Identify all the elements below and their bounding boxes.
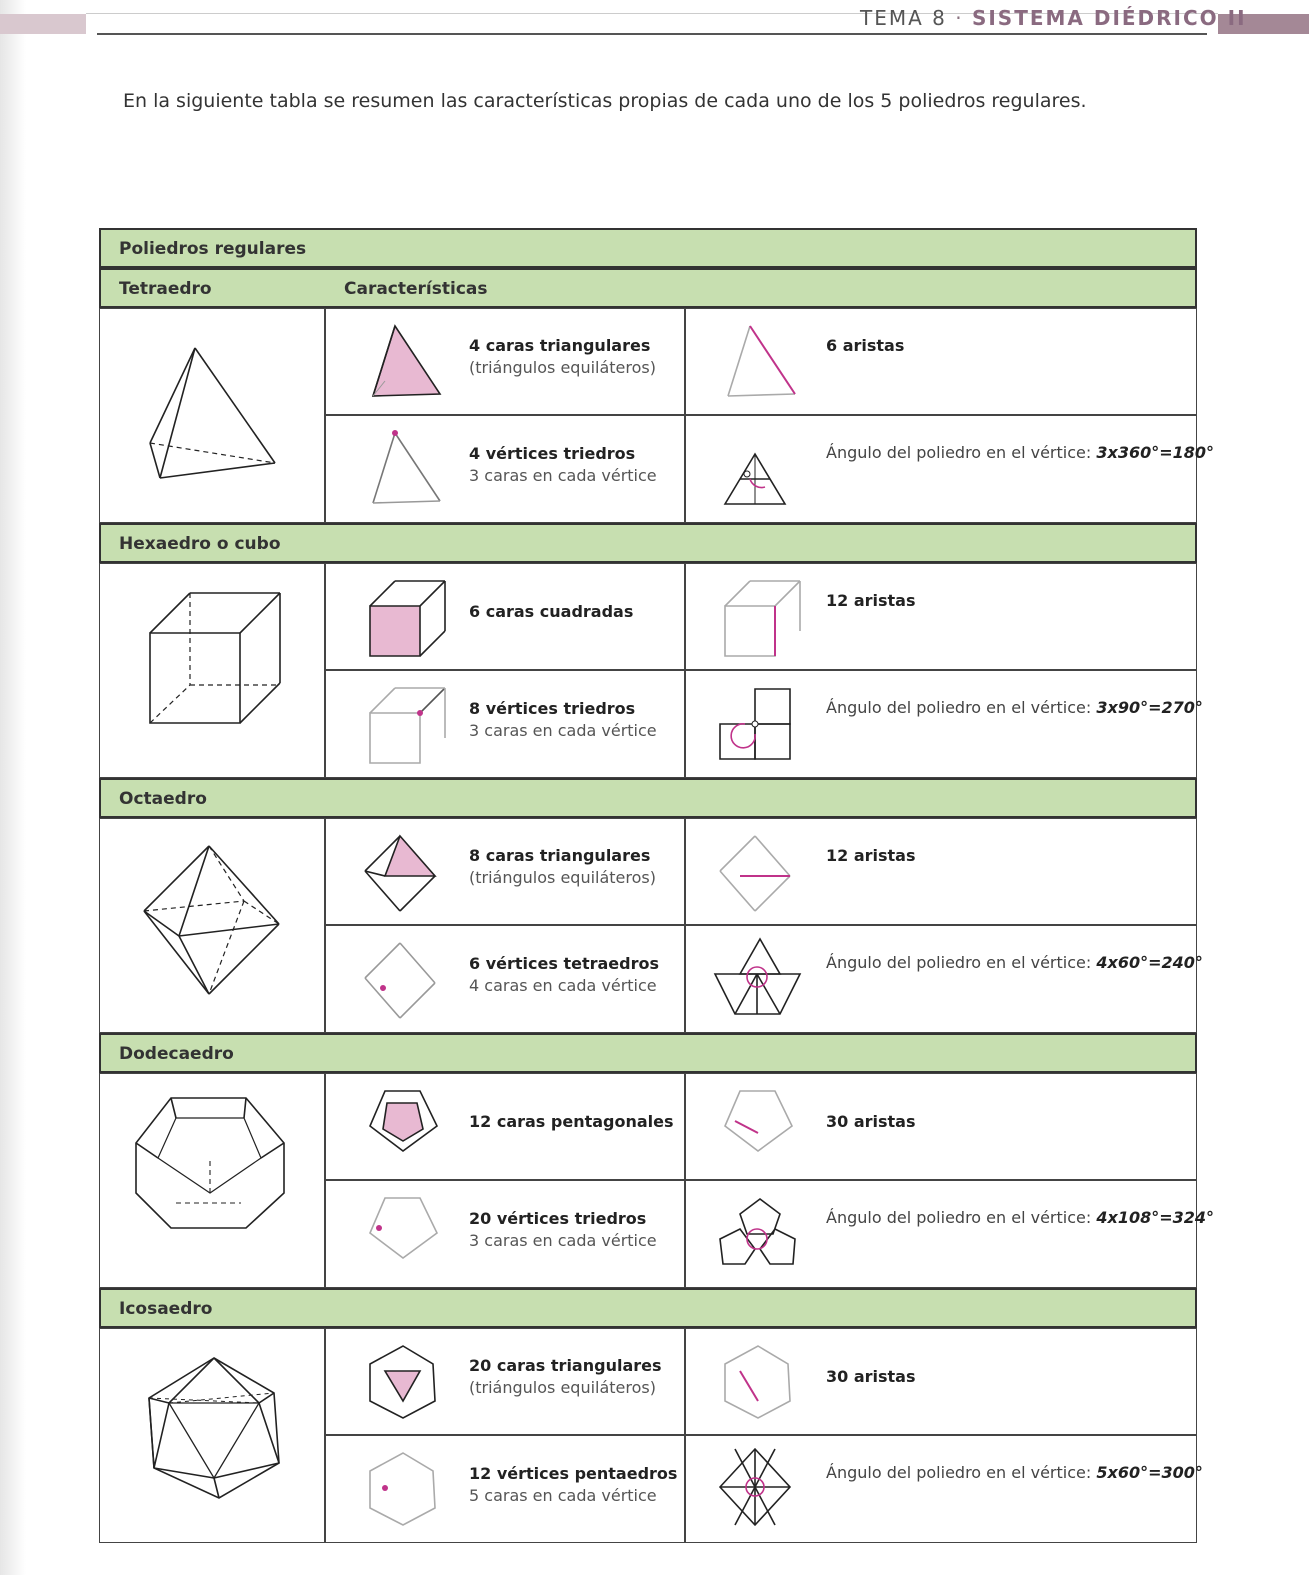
- vertices-note: 4 caras en cada vértice: [469, 976, 657, 995]
- angle-prefix: Ángulo del poliedro en el vértice:: [826, 953, 1092, 972]
- faces-count: 4 caras triangulares: [469, 336, 651, 355]
- section-header-1: [99, 523, 1197, 563]
- edges-count: 30 aristas: [826, 1112, 916, 1131]
- vertex-angle-icon: [715, 429, 800, 509]
- vertex-angle-icon: [715, 1194, 800, 1274]
- vertices-icon: [365, 943, 450, 1023]
- vertices-icon: [365, 1453, 450, 1533]
- polyhedron-name: Icosaedro: [119, 1299, 213, 1319]
- vertices-label: [469, 1463, 677, 1507]
- edges-label: [826, 1366, 916, 1388]
- faces-note: (triángulos equiláteros): [469, 1378, 656, 1397]
- vertices-count: 4 vértices triedros: [469, 444, 636, 463]
- vertices-count: 8 vértices triedros: [469, 699, 636, 718]
- vertices-count: 6 vértices tetraedros: [469, 954, 659, 973]
- vertices-count: 20 vértices triedros: [469, 1209, 647, 1228]
- vertex-angle-icon: [715, 939, 800, 1019]
- polyhedron-diagram: [145, 338, 280, 483]
- faces-label: [469, 1355, 662, 1399]
- edges-count: 12 aristas: [826, 591, 916, 610]
- faces-label: [469, 845, 656, 889]
- header-tema: TEMA 8: [860, 6, 947, 30]
- angle-prefix: Ángulo del poliedro en el vértice:: [826, 443, 1092, 462]
- faces-icon: [365, 1346, 450, 1426]
- edges-count: 12 aristas: [826, 846, 916, 865]
- edges-icon: [720, 836, 805, 916]
- edges-icon: [720, 1091, 805, 1171]
- faces-label: [469, 335, 656, 379]
- faces-note: (triángulos equiláteros): [469, 868, 656, 887]
- faces-icon: [365, 326, 450, 406]
- faces-count: 12 caras pentagonales: [469, 1112, 674, 1131]
- faces-label: [469, 601, 633, 623]
- angle-value: 4x60°=240°: [1096, 953, 1203, 972]
- vertices-label: [469, 443, 657, 487]
- edges-label: [826, 590, 916, 612]
- vertex-angle-label: [826, 443, 1214, 462]
- angle-value: 4x108°=324°: [1096, 1208, 1215, 1227]
- faces-count: 8 caras triangulares: [469, 846, 651, 865]
- section-header-2: [99, 778, 1197, 818]
- vertex-angle-label: [826, 698, 1203, 717]
- header-separator: ·: [955, 6, 964, 30]
- polyhedron-diagram: [136, 1098, 284, 1228]
- header-rule: [97, 33, 1207, 35]
- intro-paragraph: En la siguiente tabla se resumen las características propias de cada uno de los 5 poliedros regulares.: [123, 90, 1087, 112]
- vertices-note: 3 caras en cada vértice: [469, 1231, 657, 1250]
- header-title: SISTEMA DIÉDRICO II: [971, 6, 1247, 30]
- vertices-icon: [365, 1198, 450, 1278]
- vertices-note: 3 caras en cada vértice: [469, 721, 657, 740]
- faces-icon: [365, 1091, 450, 1171]
- vertices-icon: [365, 688, 450, 768]
- polyhedron-diagram: [144, 1358, 279, 1498]
- polyhedron-name: Hexaedro o cubo: [119, 534, 281, 554]
- running-header: [860, 6, 1247, 30]
- vertex-angle-icon: [715, 1449, 800, 1529]
- faces-label: [469, 1111, 674, 1133]
- polyhedron-name: Dodecaedro: [119, 1044, 234, 1064]
- polyhedron-name: Tetraedro: [119, 279, 212, 299]
- angle-prefix: Ángulo del poliedro en el vértice:: [826, 698, 1092, 717]
- vertices-note: 3 caras en cada vértice: [469, 466, 657, 485]
- vertices-count: 12 vértices pentaedros: [469, 1464, 678, 1483]
- vertices-icon: [365, 433, 450, 513]
- vertex-angle-label: [826, 1208, 1214, 1227]
- edges-icon: [720, 581, 805, 661]
- header-bar-left: [0, 14, 86, 34]
- angle-value: 5x60°=300°: [1096, 1463, 1203, 1482]
- edges-icon: [720, 1346, 805, 1426]
- characteristics-header: Características: [344, 279, 488, 299]
- polyhedron-name: Octaedro: [119, 789, 207, 809]
- vertices-label: [469, 953, 659, 997]
- faces-icon: [365, 581, 450, 661]
- edges-label: [826, 845, 916, 867]
- polyhedron-diagram: [145, 593, 285, 728]
- edges-count: 30 aristas: [826, 1367, 916, 1386]
- angle-value: 3x90°=270°: [1096, 698, 1203, 717]
- faces-note: (triángulos equiláteros): [469, 358, 656, 377]
- vertices-label: [469, 698, 657, 742]
- vertex-angle-label: [826, 1463, 1203, 1482]
- table-title: Poliedros regulares: [119, 239, 307, 259]
- vertices-label: [469, 1208, 657, 1252]
- edges-icon: [720, 326, 805, 406]
- section-header-0: [99, 268, 1197, 308]
- vertices-note: 5 caras en cada vértice: [469, 1486, 657, 1505]
- polyhedron-diagram: [139, 846, 284, 996]
- page-edge-shadow: [0, 0, 26, 1575]
- edges-count: 6 aristas: [826, 336, 905, 355]
- vertex-angle-icon: [715, 684, 800, 764]
- angle-prefix: Ángulo del poliedro en el vértice:: [826, 1208, 1092, 1227]
- section-header-3: [99, 1033, 1197, 1073]
- angle-value: 3x360°=180°: [1096, 443, 1215, 462]
- faces-count: 20 caras triangulares: [469, 1356, 662, 1375]
- section-header-4: [99, 1288, 1197, 1328]
- vertex-angle-label: [826, 953, 1203, 972]
- edges-label: [826, 1111, 916, 1133]
- angle-prefix: Ángulo del poliedro en el vértice:: [826, 1463, 1092, 1482]
- faces-icon: [365, 836, 450, 916]
- edges-label: [826, 335, 904, 357]
- table-title-row: [99, 228, 1197, 268]
- faces-count: 6 caras cuadradas: [469, 602, 634, 621]
